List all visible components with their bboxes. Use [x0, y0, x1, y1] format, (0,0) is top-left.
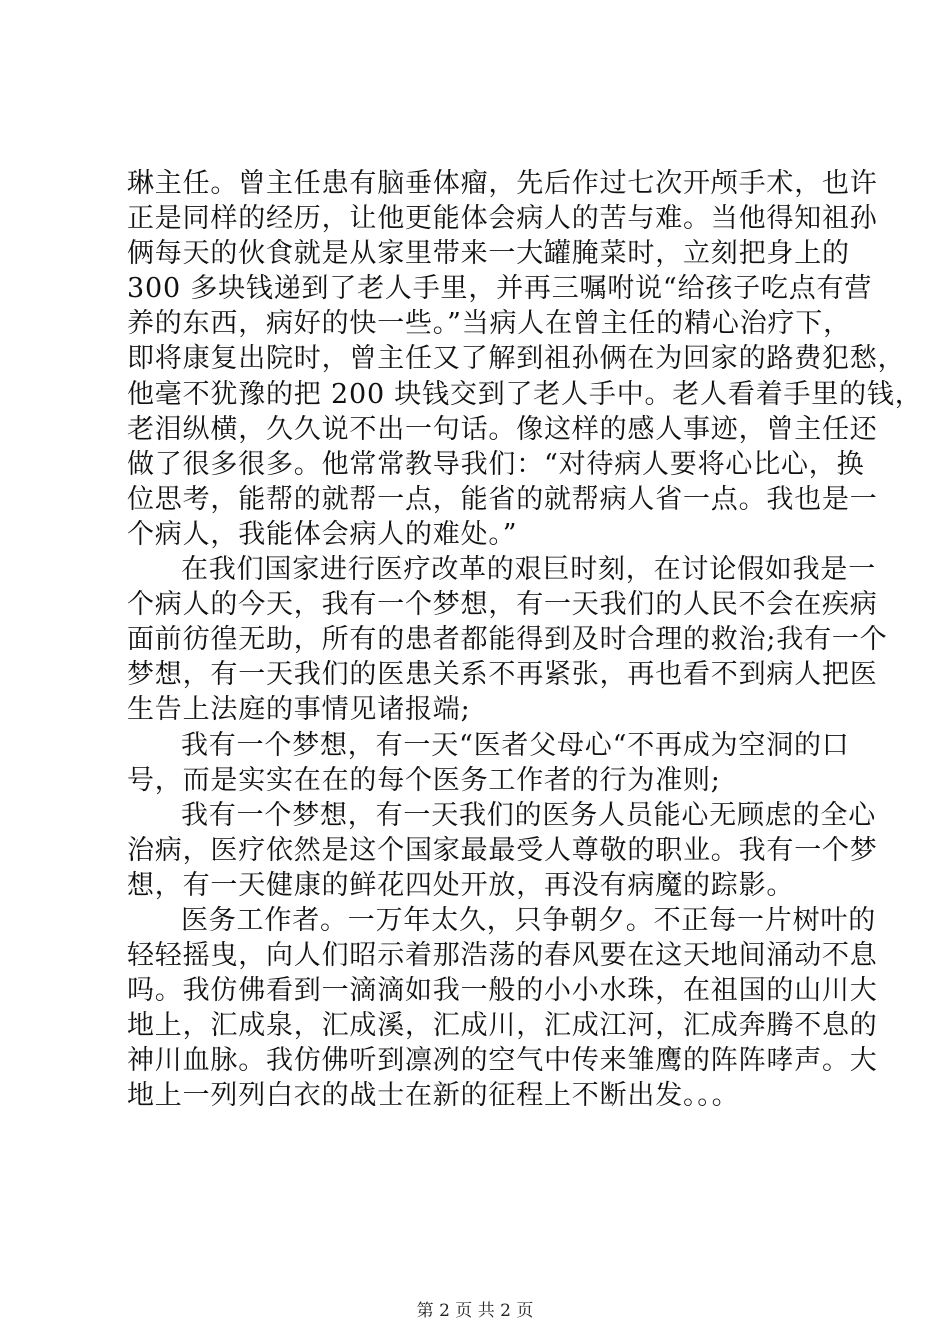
text-line: 想，有一天健康的鲜花四处开放，再没有病魔的踪影。 — [127, 869, 795, 901]
text-line: 我有一个梦想，有一天我们的医务人员能心无顾虑的全心 — [181, 799, 876, 831]
text-line: 做了很多很多。他常常教导我们：“对待病人要将心比心，换 — [127, 448, 865, 480]
text-line: 位思考，能帮的就帮一点，能省的就帮病人省一点。我也是一 — [127, 483, 878, 515]
text-line: 他毫不犹豫的把 200 块钱交到了老人手中。老人看着手里的钱， — [127, 378, 923, 410]
text-line: 个病人，我能体会病人的难处。” — [127, 518, 518, 550]
text-line: 医务工作者。一万年太久，只争朝夕。不正每一片树叶的 — [181, 904, 876, 936]
paragraph — [127, 552, 888, 727]
text-line: 吗。我仿佛看到一滴滴如我一般的小小水珠，在祖国的山川大 — [127, 975, 878, 1007]
page-footer — [0, 1300, 950, 1322]
text-line: 轻轻摇曳，向人们昭示着那浩荡的春风要在这天地间涌动不息 — [127, 940, 878, 972]
text-line: 俩每天的伙食就是从家里带来一大罐腌菜时，立刻把身上的 — [127, 238, 850, 270]
text-line: 神川血脉。我仿佛听到凛冽的空气中传来雏鹰的阵阵哮声。大 — [127, 1045, 878, 1077]
text-line: 生告上法庭的事情见诸报端; — [127, 694, 471, 726]
paragraph — [127, 903, 878, 1114]
text-line: 养的东西，病好的快一些。”当病人在曾主任的精心治疗下， — [127, 308, 851, 340]
text-line: 地上一列列白衣的战士在新的征程上不断出发。。。 — [127, 1080, 740, 1112]
text-line: 我有一个梦想，有一天“医者父母心“不再成为空洞的口 — [181, 729, 850, 761]
text-line: 300 多块钱递到了老人手里，并再三嘱咐说“给孩子吃点有营 — [127, 273, 873, 305]
document-body — [127, 166, 923, 1114]
page-number-label: 第 2 页 共 2 页 — [416, 1301, 534, 1321]
text-line: 在我们国家进行医疗改革的艰巨时刻，在讨论假如我是一 — [181, 554, 876, 586]
text-line: 梦想，有一天我们的医患关系不再紧张，再也看不到病人把医 — [127, 659, 878, 691]
paragraph — [127, 728, 850, 798]
text-line: 即将康复出院时，曾主任又了解到祖孙俩在为回家的路费犯愁， — [127, 343, 906, 375]
paragraph — [127, 166, 923, 552]
text-line: 地上，汇成泉，汇成溪，汇成川，汇成江河，汇成奔腾不息的 — [127, 1010, 878, 1042]
text-line: 正是同样的经历，让他更能体会病人的苦与难。当他得知祖孙 — [127, 203, 878, 235]
text-line: 号，而是实实在在的每个医务工作者的行为准则; — [127, 764, 721, 796]
text-line: 琳主任。曾主任患有脑垂体瘤，先后作过七次开颅手术，也许 — [127, 168, 878, 199]
paragraph — [127, 798, 878, 903]
text-line: 治病，医疗依然是这个国家最最受人尊敬的职业。我有一个梦 — [127, 834, 878, 866]
text-line: 老泪纵横，久久说不出一句话。像这样的感人事迹，曾主任还 — [127, 413, 878, 445]
text-line: 个病人的今天，我有一个梦想，有一天我们的人民不会在疾病 — [127, 589, 878, 621]
text-line: 面前彷徨无助，所有的患者都能得到及时合理的救治;我有一个 — [127, 624, 888, 656]
